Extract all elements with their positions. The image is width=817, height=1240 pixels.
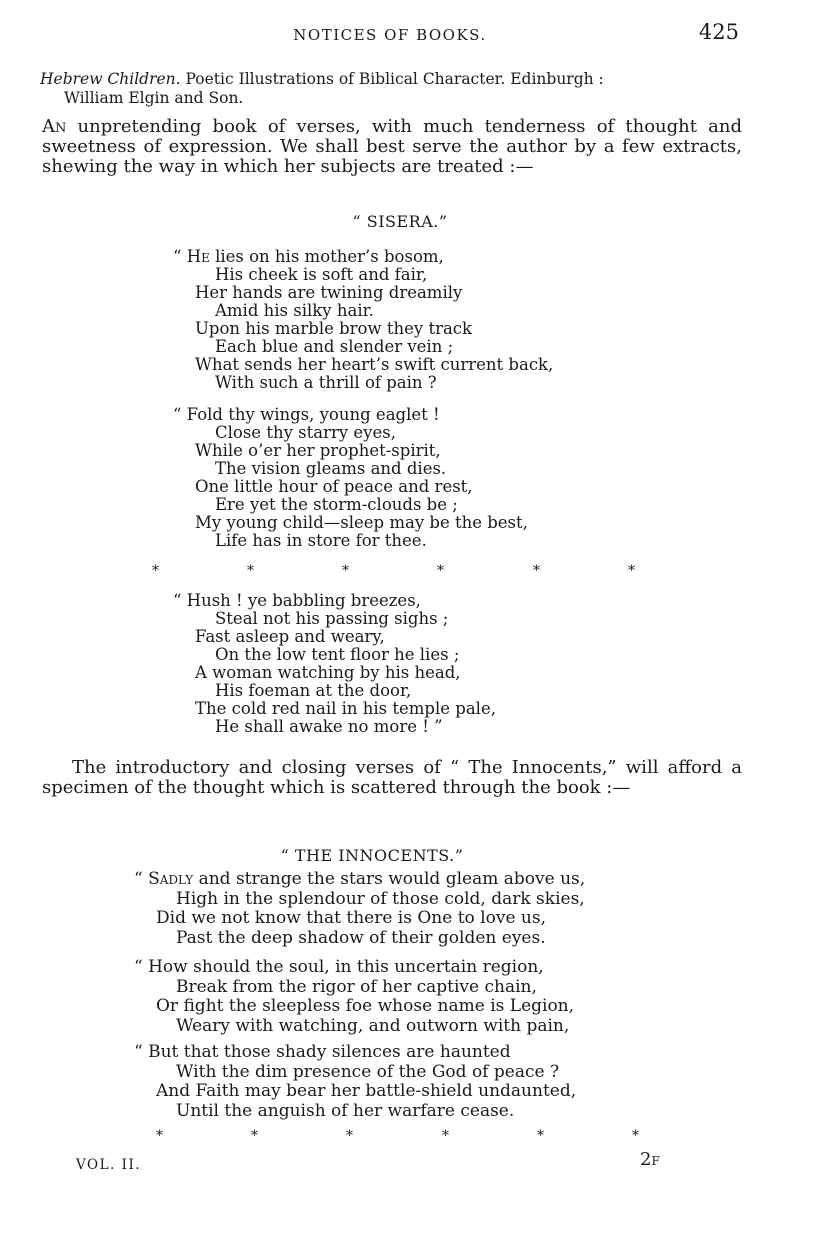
asterisk: * [437,563,444,579]
signature-mark [640,1149,661,1170]
poem-line: Life has in store for thee. [215,531,427,550]
asterisk: * [346,1128,353,1144]
poem-line: One little hour of peace and rest, [195,477,473,496]
transition-paragraph [42,758,742,798]
poem-line: “ He lies on his mother’s bosom, [173,247,444,266]
poem-line: “ Sadly and strange the stars would gleam above us, [134,869,586,889]
poem-line: “ How should the soul, in this uncertain region, [134,957,544,977]
poem-line: The cold red nail in his temple pale, [195,699,496,718]
poem-line: My young child—sleep may be the best, [195,513,528,532]
poem-line: His foeman at the door, [215,681,412,700]
section-break-asterisks [0,563,817,579]
book-notice-heading [40,70,760,108]
poem-line: What sends her heart’s swift current back, [195,355,554,374]
poem-line: Weary with watching, and outworn with pain, [176,1015,570,1036]
publisher: William Elgin and Son. [64,89,244,107]
poem-line: A woman watching by his head, [195,663,461,682]
poem-line: High in the splendour of those cold, dark skies, [176,888,585,909]
asterisk: * [342,563,349,579]
poem-line: Until the anguish of her warfare cease. [176,1100,515,1121]
poem-line: With such a thrill of pain ? [215,373,437,392]
innocents-stanza-2 [134,957,575,1036]
sisera-stanza-1 [173,247,554,392]
poem-line: Break from the rigor of her captive chain, [176,976,537,997]
poem-line: Steal not his passing sighs ; [215,609,449,628]
publication-place: Edinburgh : [510,70,604,88]
sisera-stanza-2 [173,405,528,550]
innocents-stanza-1 [134,869,586,948]
poem-title-sisera: “ SISERA.” [352,212,448,231]
review-intro-paragraph [42,117,742,177]
signature-letter: F [651,1154,661,1168]
poem-line: Ere yet the storm-clouds be ; [215,495,458,514]
poem-line: His cheek is soft and fair, [215,265,428,284]
poem-line: He shall awake no more ! ” [215,717,443,736]
asterisk: * [628,563,635,579]
book-title: Hebrew Children. [40,70,181,88]
poem-line: The vision gleams and dies. [215,459,447,478]
poem-line: Past the deep shadow of their golden eyes. [176,927,546,948]
section-break-asterisks [0,1128,817,1144]
poem-line: With the dim presence of the God of peace ? [176,1061,560,1082]
poem-line: Fast asleep and weary, [195,627,385,646]
poem-line: And Faith may bear her battle-shield undaunted, [156,1081,577,1101]
transition-text: The introductory and closing verses of “ The Innocents,” will afford a specimen of the thought which is scattered through the book :— [42,757,742,798]
poem-line: Did we not know that there is One to love us, [156,908,547,928]
poem-line: Or fight the sleepless foe whose name is Legion, [156,996,575,1016]
poem-line: Close thy starry eyes, [215,423,396,442]
sisera-stanza-3 [173,591,496,736]
book-description: Poetic Illustrations of Biblical Character. [185,70,506,88]
poem-line: Upon his marble brow they track [195,319,473,338]
page-number: 425 [698,20,739,44]
intro-text: unpretending book of verses, with much tenderness of thought and sweetness of expression. We shall best serve the author by a few extracts, shewing the way in which her subjects are treated :— [42,116,742,177]
poem-title-innocents: “ THE INNOCENTS.” [280,846,464,865]
asterisk: * [247,563,254,579]
poem-line: While o’er her prophet-spirit, [195,441,441,460]
asterisk: * [251,1128,258,1144]
asterisk: * [156,1128,163,1144]
asterisk: * [632,1128,639,1144]
innocents-stanza-3 [134,1042,577,1121]
poem-line: Her hands are twining dreamily [195,283,463,302]
signature-number: 2 [640,1149,652,1170]
asterisk: * [537,1128,544,1144]
poem-line: On the low tent floor he lies ; [215,645,460,664]
poem-line: “ Fold thy wings, young eaglet ! [173,405,440,424]
asterisk: * [442,1128,449,1144]
volume-label: VOL. II. [76,1157,142,1173]
intro-lead-word: An [42,116,67,137]
asterisk: * [152,563,159,579]
poem-line: “ But that those shady silences are haunted [134,1042,511,1062]
asterisk: * [533,563,540,579]
poem-line: Amid his silky hair. [215,301,374,320]
poem-line: Each blue and slender vein ; [215,337,454,356]
running-head: NOTICES OF BOOKS. [293,26,487,44]
poem-line: “ Hush ! ye babbling breezes, [173,591,421,610]
